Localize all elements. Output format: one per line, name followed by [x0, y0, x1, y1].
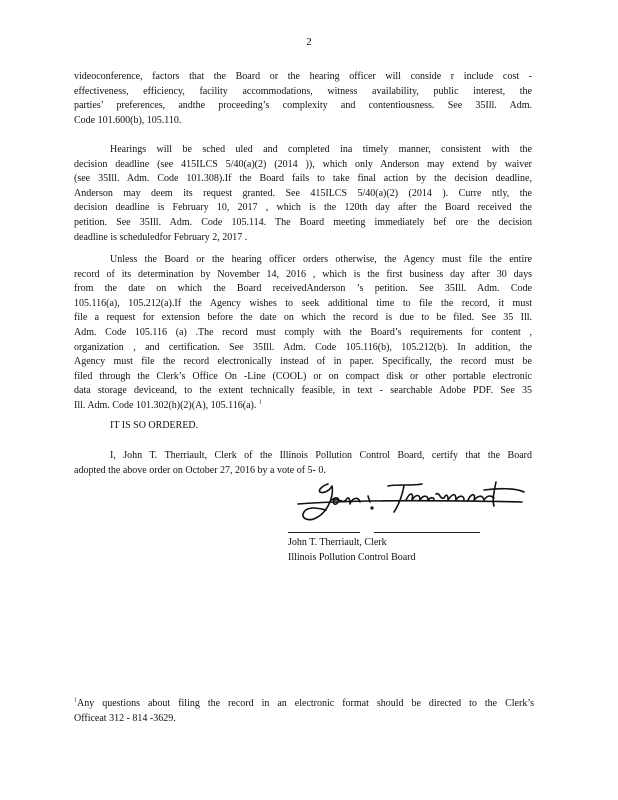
text-line: deadline is scheduledfor February 2, 2017 . [74, 231, 248, 243]
signature-rule [288, 532, 360, 533]
text-line: Anderson may deem its request granted. See 415ILCS 5/40(a)(2) (2014 ). Curre ntly, the [74, 187, 532, 199]
text-line: petition. See 35Ill. Adm. Code 105.114. The Board meeting immediately bef ore the decision [74, 216, 532, 228]
text-line: filed through the Clerk’s Office On -Line (COOL) or on compact disk or other portable electronic [74, 370, 532, 382]
clerk-signature [288, 478, 538, 528]
text-line: videoconference, factors that the Board or the hearing officer will conside r include cost - [74, 71, 532, 82]
text-line: I, John T. Therriault, Clerk of the Illinois Pollution Control Board, certify that the Board [110, 450, 532, 461]
text-line: parties’ preferences, andthe proceeding’s complexity and contentiousness. See 35Ill. Adm. [74, 100, 532, 112]
text-line: Hearings will be sched uled and completed ina timely manner, consistent with the [110, 144, 532, 155]
text-line: effectiveness, efficiency, facility accommodations, witness availability, public interest, the [74, 85, 532, 97]
text-line: (see 35Ill. Adm. Code 101.308).If the Board fails to take final action by the decision deadline, [74, 173, 532, 185]
signature-rule [374, 532, 480, 533]
clerk-signature-block [288, 536, 416, 565]
footnote [74, 697, 534, 726]
text-line: data storage deviceand, to the extent technically feasible, in text - searchable Adobe PDF. See 35 [74, 385, 532, 397]
footnote-line [74, 697, 534, 712]
text-line: adopted the above order on October 27, 2016 by a vote of 5- 0. [74, 464, 326, 476]
paragraph-hearing-deadlines [74, 143, 532, 245]
footnote-marker: 1 [74, 697, 77, 704]
text-line-content: Ill. Adm. Code 101.302(h)(2)(A), 105.116(a). [74, 399, 259, 411]
text-line: file a request for extension before the date on which the record is due to be filed. See 35 Ill. [74, 312, 532, 324]
text-line: decision deadline (see 415ILCS 5/40(a)(2) (2014 )), which only Anderson may extend by waiver [74, 158, 532, 170]
text-line [74, 399, 532, 414]
text-line: Code 101.600(b), 105.110. [74, 114, 182, 126]
text-line: record of its determination by November 14, 2016 , which is the first business day after 30 days [74, 268, 532, 280]
text-line: 105.116(a), 105.212(a).If the Agency wishes to seek additional time to file the record, it must [74, 297, 532, 309]
order-statement: IT IS SO ORDERED. [110, 420, 199, 431]
text-line: Adm. Code 105.116 (a) .The record must comply with the Board’s requirements for content , [74, 326, 532, 338]
footnote-line: Officeat 312 - 814 -3629. [74, 712, 176, 724]
footnote-reference: 1 [258, 399, 262, 406]
paragraph-hearing-factors [74, 70, 532, 128]
footnote-text: Any questions about filing the record in an electronic format should be directed to the Clerk’s [77, 698, 534, 709]
text-line: decision deadline is February 10, 2017 , which is the 120th day after the Board received the [74, 202, 532, 214]
text-line: Unless the Board or the hearing officer orders otherwise, the Agency must file the entire [110, 254, 532, 265]
clerk-name: John T. Therriault, Clerk [288, 537, 387, 548]
clerk-organization: Illinois Pollution Control Board [288, 551, 416, 563]
paragraph-agency-record [74, 253, 532, 414]
paragraph-certification [74, 449, 532, 478]
text-line: from the date on which the Board receivedAnderson ’s petition. See 35Ill. Adm. Code [74, 283, 532, 295]
text-line: organization , and certification. See 35Ill. Adm. Code 105.116(b), 105.212(b). In addition, the [74, 341, 532, 353]
text-line: Agency must file the record electronically instead of in paper. Specifically, the record must be [74, 356, 532, 368]
page-number: 2 [306, 36, 312, 48]
